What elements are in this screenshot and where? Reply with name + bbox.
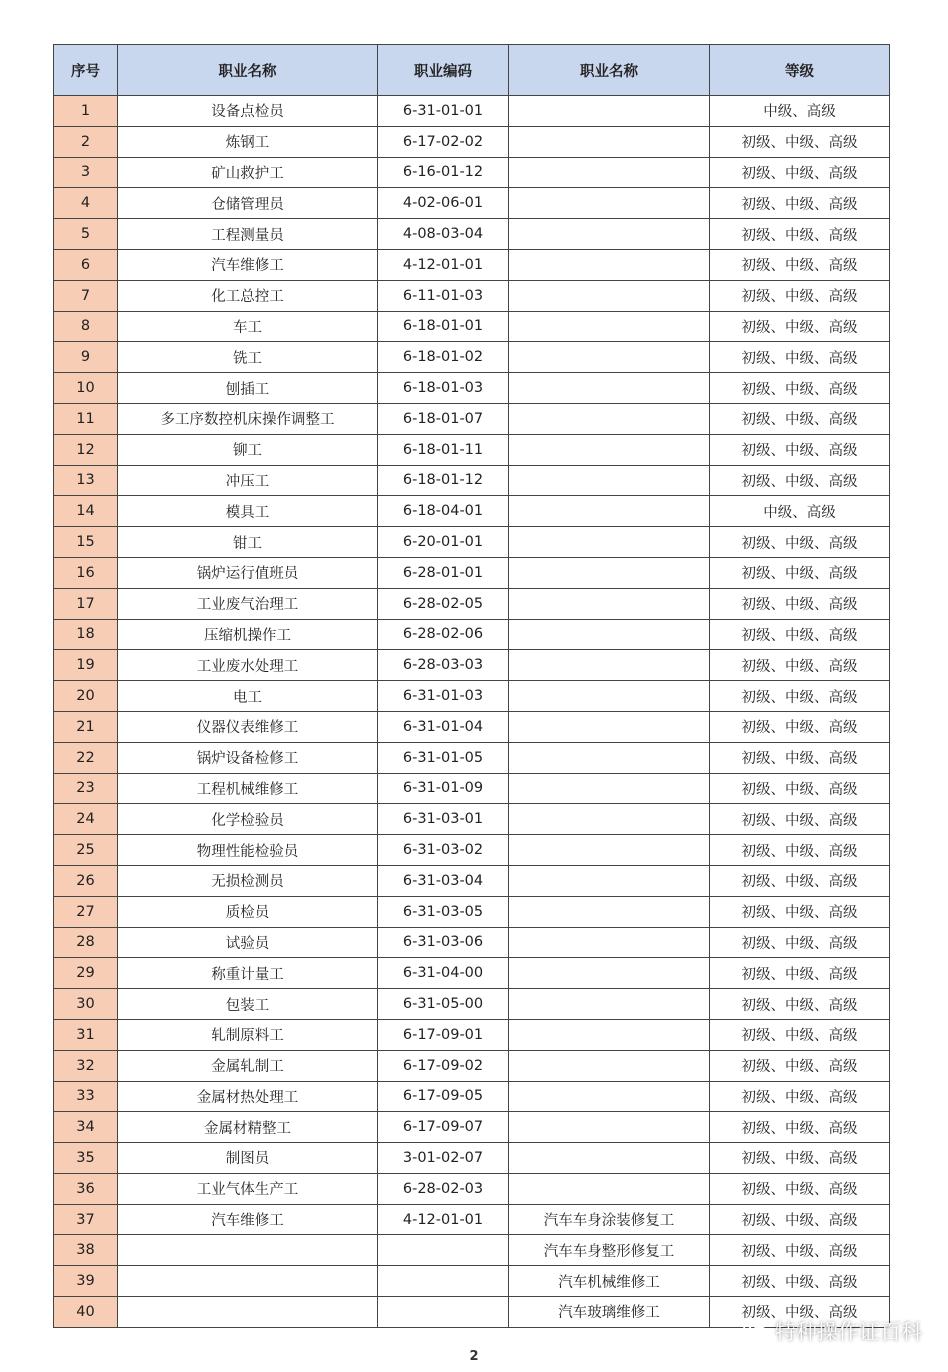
seq-cell: 35 — [54, 1143, 118, 1174]
seq-cell: 28 — [54, 927, 118, 958]
header-occupation-code: 职业编码 — [378, 45, 509, 96]
occupation-name-2-cell — [509, 311, 710, 342]
occupation-name-cell: 轧制原料工 — [118, 1019, 378, 1050]
occupation-name-cell: 金属轧制工 — [118, 1050, 378, 1081]
occupation-code-cell: 6-18-01-07 — [378, 403, 509, 434]
wechat-icon — [743, 1320, 769, 1342]
occupation-name-2-cell: 汽车车身整形修复工 — [509, 1235, 710, 1266]
occupation-name-2-cell — [509, 742, 710, 773]
table-row — [54, 1173, 890, 1204]
seq-cell: 11 — [54, 403, 118, 434]
level-cell: 初级、中级、高级 — [710, 1266, 890, 1297]
table-row — [54, 465, 890, 496]
seq-cell: 3 — [54, 157, 118, 188]
table-row — [54, 742, 890, 773]
occupation-name-cell — [118, 1266, 378, 1297]
table-row — [54, 96, 890, 127]
header-occupation-name: 职业名称 — [118, 45, 378, 96]
seq-cell: 5 — [54, 219, 118, 250]
table-row — [54, 958, 890, 989]
occupation-name-cell: 汽车维修工 — [118, 1204, 378, 1235]
seq-cell: 14 — [54, 496, 118, 527]
occupation-name-cell: 电工 — [118, 681, 378, 712]
seq-cell: 40 — [54, 1297, 118, 1328]
level-cell: 初级、中级、高级 — [710, 188, 890, 219]
occupation-code-cell: 6-18-01-11 — [378, 434, 509, 465]
occupation-name-2-cell — [509, 619, 710, 650]
table-row — [54, 1019, 890, 1050]
occupation-name-2-cell: 汽车玻璃维修工 — [509, 1297, 710, 1328]
occupation-name-cell: 模具工 — [118, 496, 378, 527]
occupation-name-2-cell — [509, 1019, 710, 1050]
occupation-name-cell: 仓储管理员 — [118, 188, 378, 219]
level-cell: 初级、中级、高级 — [710, 219, 890, 250]
occupation-name-2-cell — [509, 527, 710, 558]
page-number: 2 — [469, 1349, 479, 1364]
occupation-name-cell: 金属材精整工 — [118, 1112, 378, 1143]
occupation-name-2-cell — [509, 1050, 710, 1081]
level-cell: 中级、高级 — [710, 96, 890, 127]
seq-cell: 25 — [54, 835, 118, 866]
table-row — [54, 711, 890, 742]
occupation-code-cell: 6-11-01-03 — [378, 280, 509, 311]
seq-cell: 2 — [54, 126, 118, 157]
table-row — [54, 804, 890, 835]
table-row — [54, 681, 890, 712]
level-cell: 初级、中级、高级 — [710, 126, 890, 157]
table-row — [54, 157, 890, 188]
occupation-name-2-cell — [509, 865, 710, 896]
watermark — [743, 1316, 922, 1346]
occupation-name-cell: 试验员 — [118, 927, 378, 958]
occupation-code-cell: 6-18-01-03 — [378, 373, 509, 404]
seq-cell: 31 — [54, 1019, 118, 1050]
table-row — [54, 1081, 890, 1112]
occupation-name-cell: 矿山救护工 — [118, 157, 378, 188]
occupation-name-cell: 工业气体生产工 — [118, 1173, 378, 1204]
seq-cell: 33 — [54, 1081, 118, 1112]
level-cell: 初级、中级、高级 — [710, 650, 890, 681]
seq-cell: 24 — [54, 804, 118, 835]
occupation-name-cell: 工业废水处理工 — [118, 650, 378, 681]
level-cell: 初级、中级、高级 — [710, 403, 890, 434]
table-row — [54, 188, 890, 219]
occupation-code-cell: 6-31-03-06 — [378, 927, 509, 958]
table-row — [54, 619, 890, 650]
occupation-name-cell: 质检员 — [118, 896, 378, 927]
level-cell: 初级、中级、高级 — [710, 1019, 890, 1050]
occupation-table — [53, 44, 890, 1328]
occupation-name-cell: 工业废气治理工 — [118, 588, 378, 619]
table-row — [54, 434, 890, 465]
table-row — [54, 219, 890, 250]
occupation-code-cell: 6-31-03-05 — [378, 896, 509, 927]
level-cell: 初级、中级、高级 — [710, 373, 890, 404]
level-cell: 初级、中级、高级 — [710, 249, 890, 280]
seq-cell: 8 — [54, 311, 118, 342]
level-cell: 初级、中级、高级 — [710, 1050, 890, 1081]
occupation-name-2-cell — [509, 1081, 710, 1112]
occupation-code-cell: 6-31-05-00 — [378, 989, 509, 1020]
level-cell: 初级、中级、高级 — [710, 681, 890, 712]
seq-cell: 9 — [54, 342, 118, 373]
level-cell: 初级、中级、高级 — [710, 434, 890, 465]
occupation-code-cell: 3-01-02-07 — [378, 1143, 509, 1174]
level-cell: 初级、中级、高级 — [710, 804, 890, 835]
occupation-name-cell — [118, 1235, 378, 1266]
seq-cell: 39 — [54, 1266, 118, 1297]
occupation-name-2-cell — [509, 496, 710, 527]
seq-cell: 18 — [54, 619, 118, 650]
table-row — [54, 342, 890, 373]
level-cell: 初级、中级、高级 — [710, 280, 890, 311]
seq-cell: 22 — [54, 742, 118, 773]
occupation-code-cell: 6-28-01-01 — [378, 557, 509, 588]
occupation-name-cell: 冲压工 — [118, 465, 378, 496]
seq-cell: 34 — [54, 1112, 118, 1143]
occupation-name-2-cell — [509, 96, 710, 127]
table-row — [54, 311, 890, 342]
occupation-name-2-cell — [509, 711, 710, 742]
occupation-code-cell: 6-18-01-12 — [378, 465, 509, 496]
occupation-code-cell: 6-31-01-03 — [378, 681, 509, 712]
seq-cell: 20 — [54, 681, 118, 712]
occupation-name-2-cell — [509, 896, 710, 927]
seq-cell: 6 — [54, 249, 118, 280]
table-row — [54, 1235, 890, 1266]
seq-cell: 15 — [54, 527, 118, 558]
seq-cell: 1 — [54, 96, 118, 127]
seq-cell: 19 — [54, 650, 118, 681]
seq-cell: 13 — [54, 465, 118, 496]
occupation-code-cell: 6-28-02-03 — [378, 1173, 509, 1204]
level-cell: 初级、中级、高级 — [710, 958, 890, 989]
occupation-code-cell: 4-02-06-01 — [378, 188, 509, 219]
level-cell: 初级、中级、高级 — [710, 711, 890, 742]
occupation-name-cell: 无损检测员 — [118, 865, 378, 896]
level-cell: 初级、中级、高级 — [710, 1143, 890, 1174]
occupation-code-cell: 6-17-09-01 — [378, 1019, 509, 1050]
occupation-code-cell — [378, 1297, 509, 1328]
table-row — [54, 249, 890, 280]
seq-cell: 21 — [54, 711, 118, 742]
occupation-name-cell: 物理性能检验员 — [118, 835, 378, 866]
occupation-code-cell — [378, 1266, 509, 1297]
occupation-code-cell: 6-17-09-05 — [378, 1081, 509, 1112]
seq-cell: 38 — [54, 1235, 118, 1266]
occupation-name-cell: 化工总控工 — [118, 280, 378, 311]
table-header-row — [54, 45, 890, 96]
occupation-code-cell: 4-12-01-01 — [378, 1204, 509, 1235]
occupation-code-cell: 6-17-09-02 — [378, 1050, 509, 1081]
level-cell: 初级、中级、高级 — [710, 342, 890, 373]
table-row — [54, 496, 890, 527]
table-row — [54, 373, 890, 404]
occupation-name-2-cell — [509, 835, 710, 866]
table-row — [54, 280, 890, 311]
table-body — [54, 96, 890, 1328]
occupation-name-cell: 设备点检员 — [118, 96, 378, 127]
occupation-name-cell: 称重计量工 — [118, 958, 378, 989]
occupation-name-cell — [118, 1297, 378, 1328]
table-row — [54, 527, 890, 558]
occupation-name-2-cell — [509, 804, 710, 835]
occupation-name-2-cell — [509, 989, 710, 1020]
occupation-name-2-cell — [509, 434, 710, 465]
occupation-name-cell: 铣工 — [118, 342, 378, 373]
occupation-name-cell: 铆工 — [118, 434, 378, 465]
occupation-name-2-cell — [509, 557, 710, 588]
table-row — [54, 650, 890, 681]
seq-cell: 10 — [54, 373, 118, 404]
occupation-name-2-cell — [509, 681, 710, 712]
seq-cell: 29 — [54, 958, 118, 989]
level-cell: 初级、中级、高级 — [710, 989, 890, 1020]
occupation-name-cell: 制图员 — [118, 1143, 378, 1174]
occupation-name-cell: 车工 — [118, 311, 378, 342]
seq-cell: 23 — [54, 773, 118, 804]
table-row — [54, 588, 890, 619]
level-cell: 初级、中级、高级 — [710, 527, 890, 558]
occupation-code-cell: 6-31-01-05 — [378, 742, 509, 773]
table-row — [54, 989, 890, 1020]
occupation-name-2-cell — [509, 1143, 710, 1174]
occupation-code-cell: 6-31-03-04 — [378, 865, 509, 896]
occupation-code-cell: 6-17-02-02 — [378, 126, 509, 157]
level-cell: 初级、中级、高级 — [710, 311, 890, 342]
occupation-name-2-cell — [509, 927, 710, 958]
table-row — [54, 1143, 890, 1174]
occupation-code-cell: 6-31-04-00 — [378, 958, 509, 989]
seq-cell: 16 — [54, 557, 118, 588]
level-cell: 初级、中级、高级 — [710, 557, 890, 588]
level-cell: 初级、中级、高级 — [710, 588, 890, 619]
occupation-name-2-cell — [509, 249, 710, 280]
table-row — [54, 1050, 890, 1081]
table-row — [54, 865, 890, 896]
occupation-name-cell: 工程测量员 — [118, 219, 378, 250]
header-level: 等级 — [710, 45, 890, 96]
table-row — [54, 835, 890, 866]
occupation-code-cell — [378, 1235, 509, 1266]
occupation-name-2-cell — [509, 126, 710, 157]
level-cell: 初级、中级、高级 — [710, 773, 890, 804]
occupation-name-cell: 炼钢工 — [118, 126, 378, 157]
occupation-code-cell: 6-18-04-01 — [378, 496, 509, 527]
seq-cell: 27 — [54, 896, 118, 927]
occupation-name-2-cell: 汽车车身涂装修复工 — [509, 1204, 710, 1235]
occupation-code-cell: 6-16-01-12 — [378, 157, 509, 188]
occupation-name-2-cell — [509, 958, 710, 989]
seq-cell: 4 — [54, 188, 118, 219]
occupation-name-cell: 锅炉运行值班员 — [118, 557, 378, 588]
occupation-name-2-cell — [509, 773, 710, 804]
occupation-name-cell: 金属材热处理工 — [118, 1081, 378, 1112]
seq-cell: 37 — [54, 1204, 118, 1235]
table-row — [54, 1112, 890, 1143]
seq-cell: 17 — [54, 588, 118, 619]
header-occupation-name-2: 职业名称 — [509, 45, 710, 96]
level-cell: 初级、中级、高级 — [710, 835, 890, 866]
occupation-name-cell: 仪器仪表维修工 — [118, 711, 378, 742]
table-row — [54, 557, 890, 588]
table-row — [54, 1266, 890, 1297]
seq-cell: 12 — [54, 434, 118, 465]
occupation-name-2-cell — [509, 588, 710, 619]
occupation-name-cell: 包装工 — [118, 989, 378, 1020]
level-cell: 初级、中级、高级 — [710, 742, 890, 773]
occupation-code-cell: 6-28-03-03 — [378, 650, 509, 681]
table-row — [54, 126, 890, 157]
level-cell: 初级、中级、高级 — [710, 157, 890, 188]
seq-cell: 26 — [54, 865, 118, 896]
occupation-name-2-cell — [509, 219, 710, 250]
occupation-code-cell: 6-31-01-04 — [378, 711, 509, 742]
occupation-code-cell: 6-20-01-01 — [378, 527, 509, 558]
level-cell: 初级、中级、高级 — [710, 896, 890, 927]
level-cell: 初级、中级、高级 — [710, 465, 890, 496]
seq-cell: 30 — [54, 989, 118, 1020]
occupation-name-2-cell — [509, 280, 710, 311]
occupation-name-cell: 汽车维修工 — [118, 249, 378, 280]
occupation-name-2-cell — [509, 1173, 710, 1204]
occupation-name-cell: 多工序数控机床操作调整工 — [118, 403, 378, 434]
occupation-name-2-cell: 汽车机械维修工 — [509, 1266, 710, 1297]
occupation-name-cell: 压缩机操作工 — [118, 619, 378, 650]
occupation-name-cell: 锅炉设备检修工 — [118, 742, 378, 773]
level-cell: 初级、中级、高级 — [710, 927, 890, 958]
occupation-code-cell: 6-31-03-02 — [378, 835, 509, 866]
seq-cell: 32 — [54, 1050, 118, 1081]
level-cell: 初级、中级、高级 — [710, 619, 890, 650]
occupation-name-2-cell — [509, 650, 710, 681]
table-row — [54, 1204, 890, 1235]
occupation-name-2-cell — [509, 157, 710, 188]
occupation-code-cell: 4-08-03-04 — [378, 219, 509, 250]
occupation-name-cell: 化学检验员 — [118, 804, 378, 835]
occupation-name-2-cell — [509, 188, 710, 219]
table-row — [54, 773, 890, 804]
table-row — [54, 403, 890, 434]
occupation-code-cell: 6-28-02-06 — [378, 619, 509, 650]
occupation-name-2-cell — [509, 1112, 710, 1143]
level-cell: 初级、中级、高级 — [710, 1235, 890, 1266]
table-row — [54, 896, 890, 927]
table-row — [54, 927, 890, 958]
occupation-name-2-cell — [509, 465, 710, 496]
seq-cell: 7 — [54, 280, 118, 311]
level-cell: 初级、中级、高级 — [710, 1297, 890, 1328]
occupation-name-2-cell — [509, 373, 710, 404]
occupation-code-cell: 6-18-01-01 — [378, 311, 509, 342]
watermark-text: 特种操作证百科 — [775, 1320, 922, 1344]
level-cell: 初级、中级、高级 — [710, 865, 890, 896]
occupation-code-cell: 4-12-01-01 — [378, 249, 509, 280]
level-cell: 初级、中级、高级 — [710, 1204, 890, 1235]
occupation-code-cell: 6-31-03-01 — [378, 804, 509, 835]
seq-cell: 36 — [54, 1173, 118, 1204]
level-cell: 中级、高级 — [710, 496, 890, 527]
occupation-code-cell: 6-18-01-02 — [378, 342, 509, 373]
header-seq: 序号 — [54, 45, 118, 96]
occupation-name-cell: 刨插工 — [118, 373, 378, 404]
occupation-name-cell: 钳工 — [118, 527, 378, 558]
occupation-code-cell: 6-28-02-05 — [378, 588, 509, 619]
occupation-name-2-cell — [509, 342, 710, 373]
level-cell: 初级、中级、高级 — [710, 1112, 890, 1143]
level-cell: 初级、中级、高级 — [710, 1081, 890, 1112]
level-cell: 初级、中级、高级 — [710, 1173, 890, 1204]
occupation-name-2-cell — [509, 403, 710, 434]
occupation-code-cell: 6-17-09-07 — [378, 1112, 509, 1143]
occupation-name-cell: 工程机械维修工 — [118, 773, 378, 804]
occupation-code-cell: 6-31-01-01 — [378, 96, 509, 127]
occupation-code-cell: 6-31-01-09 — [378, 773, 509, 804]
